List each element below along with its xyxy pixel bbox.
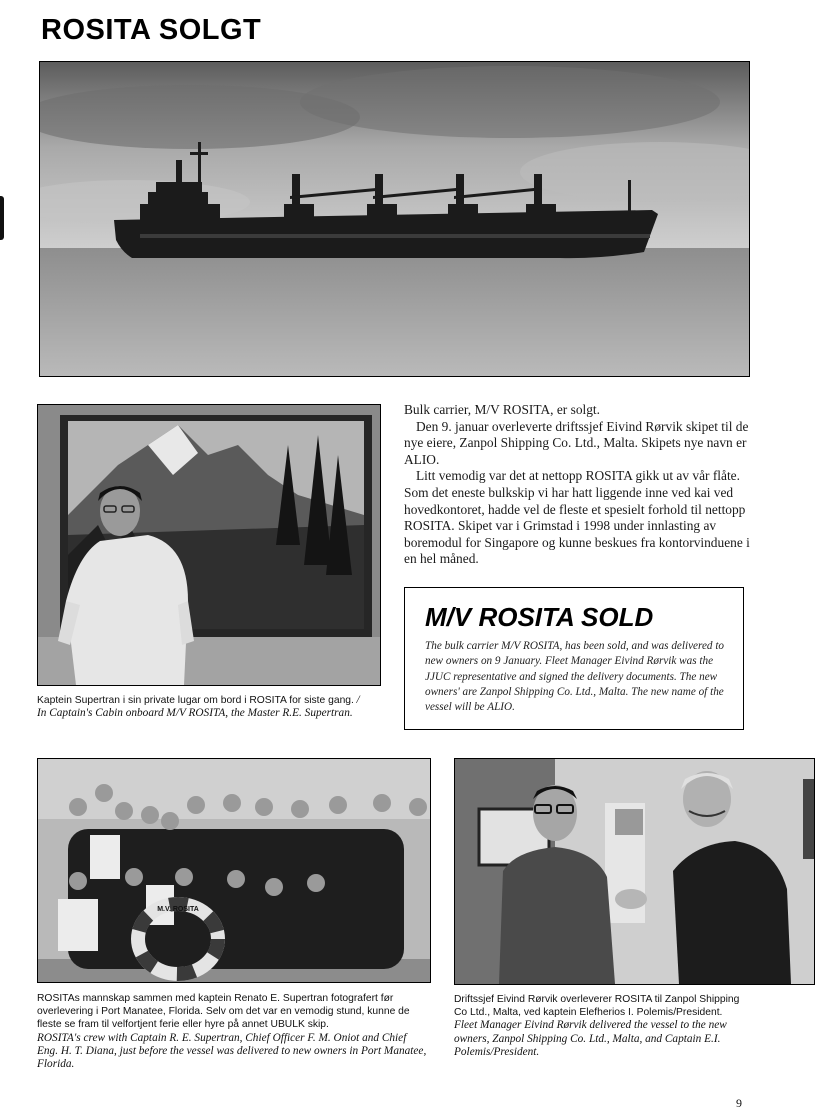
captain-photo	[37, 404, 381, 686]
page-edge-mark	[0, 196, 4, 240]
crew-caption	[37, 992, 429, 1071]
english-summary-heading: M/V ROSITA SOLD	[425, 602, 654, 632]
crew-caption-norwegian: ROSITAs mannskap sammen med kaptein Renato E. Supertran fotografert før overlevering i Port Manatee, Florida. Selv om det var en vemodig stund, kunne de fleste se fram til velfortjent ferie eller hyre på annet UBULK skip.	[37, 993, 410, 1031]
article-paragraph: Bulk carrier, M/V ROSITA, er solgt.	[404, 402, 601, 417]
ship-photo	[39, 61, 750, 377]
captain-caption-english: / In Captain's Cabin onboard M/V ROSITA, the Master R.E. Supertran.	[37, 694, 360, 720]
handshake-photo	[454, 758, 815, 985]
lifebuoy-text: M.V. ROSITA	[157, 906, 199, 913]
handshake-caption-norwegian: Driftssjef Eivind Rørvik overleverer ROSITA til Zanpol Shipping Co Ltd., Malta, ved kaptein Elefherios I. Polemis/President.	[454, 994, 740, 1019]
handshake-caption-english: Fleet Manager Eivind Rørvik delivered the vessel to the new owners, Zanpol Shipping Co. Ltd., Malta, and Captain E.I. Polemis/President.	[454, 1019, 727, 1058]
article-norwegian	[404, 402, 750, 568]
captain-caption	[37, 694, 367, 720]
english-summary-text: The bulk carrier M/V ROSITA, has been sold, and was delivered to new owners on 9 January. Fleet Manager Eivind Rørvik was the JJUC representative and signed the delivery documents. The new owners' are Zanpol Shipping Co. Ltd., Malta. The new name of the vessel will be ALIO.	[425, 640, 725, 714]
crew-photo	[37, 758, 431, 983]
crew-caption-english: ROSITA's crew with Captain R. E. Supertran, Chief Officer F. M. Oniot and Chief Eng. H. T. Diana, just before the vessel was delivered to new owners in Port Manatee, Florida.	[37, 1031, 427, 1071]
handshake-caption	[454, 993, 754, 1059]
page-title: ROSITA SOLGT	[41, 14, 262, 46]
captain-caption-norwegian: Kaptein Supertran i sin private lugar om bord i ROSITA for siste gang.	[37, 695, 354, 706]
article-paragraph: Litt vemodig var det at nettopp ROSITA gikk ut av vår flåte. Som det eneste bulkskip vi har hatt liggende inne ved kai ved hovedkontoret, hadde vel de fleste et spesielt forhold til nettopp ROSITA. Skipet var i Grimstad i 1998 under innlasting av boremodul for Singapore og kunne beskues fra kontorvinduene i en hel måned.	[404, 468, 750, 567]
article-paragraph: Den 9. januar overleverte driftssjef Eivind Rørvik skipet til de nye eiere, Zanpol Shipping Co. Ltd., Malta. Skipets nye navn er ALIO.	[404, 418, 749, 467]
page-number: 9	[736, 1096, 742, 1110]
english-summary-box	[404, 587, 744, 730]
